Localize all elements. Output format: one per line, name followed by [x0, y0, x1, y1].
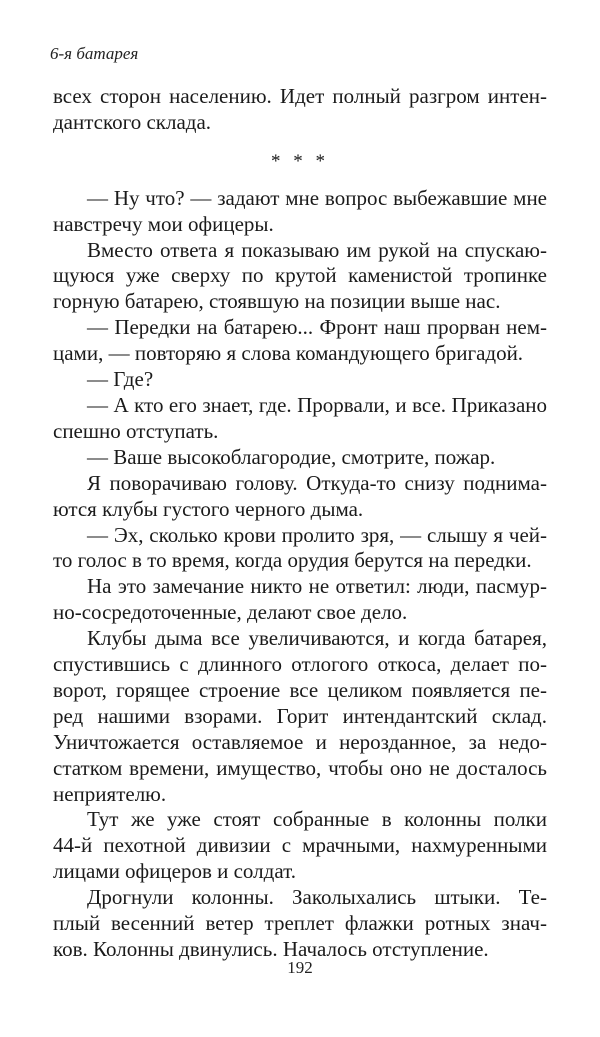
text-line: — Эх, сколько крови пролито зря, — слышу я чей- [87, 522, 547, 547]
text-line: лицами офицеров и солдат. [53, 859, 296, 884]
text-line: но-сосредоточенные, делают свое дело. [53, 600, 408, 625]
text-line: Клубы дыма все увеличиваются, и когда батарея, [87, 626, 547, 651]
text-line: то голос в то время, когда орудия берутся на передки. [53, 548, 532, 573]
text-line: — Ваше высокоблагородие, смотрите, пожар. [87, 444, 496, 469]
page-body [53, 84, 547, 963]
text-line: Я поворачиваю голову. Откуда-то снизу поднима- [87, 470, 547, 495]
running-header: 6-я батарея [50, 44, 139, 63]
text-line: ред нашими взорами. Горит интендантский склад. [53, 703, 547, 728]
text-line: ков. Колонны двинулись. Началось отступление. [53, 937, 489, 961]
text-line: спустившись с длинного отлогого откоса, делает по- [53, 652, 547, 677]
text-line: Вместо ответа я показываю им рукой на спускаю- [87, 237, 547, 262]
text-line: — А кто его знает, где. Прорвали, и все. Приказано [87, 392, 547, 417]
text-line: ются клубы густого черного дыма. [53, 496, 364, 521]
text-line: Дрогнули колонны. Заколыхались штыки. Те- [87, 885, 547, 910]
text-line: 44-й пехотной дивизии с мрачными, нахмуренными [53, 833, 547, 858]
text-line: дантского склада. [53, 109, 212, 134]
text-line: статком времени, имущество, чтобы оно не досталось [53, 755, 547, 780]
text-line: Уничтожается оставляемое и нерозданное, за недо- [53, 729, 547, 754]
text-line: горную батарею, стоявшую на позиции выше нас. [53, 289, 501, 314]
text-line: цами, — повторяю я слова командующего бригадой. [53, 341, 524, 366]
text-line: навстречу мои офицеры. [53, 211, 274, 236]
text-line: ворот, горящее строение все целиком появляется пе- [53, 677, 547, 702]
page-number: 192 [287, 958, 313, 977]
text-line: спешно отступать. [53, 418, 219, 443]
text-line: На это замечание никто не ответил: люди, пасмур- [87, 574, 547, 599]
section-break: * * * [271, 150, 329, 172]
text-line: плый весенний ветер треплет флажки ротных знач- [53, 911, 547, 936]
text-line: — Ну что? — задают мне вопрос выбежавшие мне [87, 185, 547, 210]
text-line: Тут же уже стоят собранные в колонны полки [87, 807, 547, 832]
text-line: щуюся уже сверху по крутой каменистой тропинке [53, 263, 547, 288]
text-line: — Где? [87, 367, 154, 392]
text-line: — Передки на батарею... Фронт наш прорван нем- [87, 315, 547, 340]
text-line: неприятелю. [53, 781, 167, 806]
text-line: всех сторон населению. Идет полный разгром интен- [53, 84, 547, 108]
